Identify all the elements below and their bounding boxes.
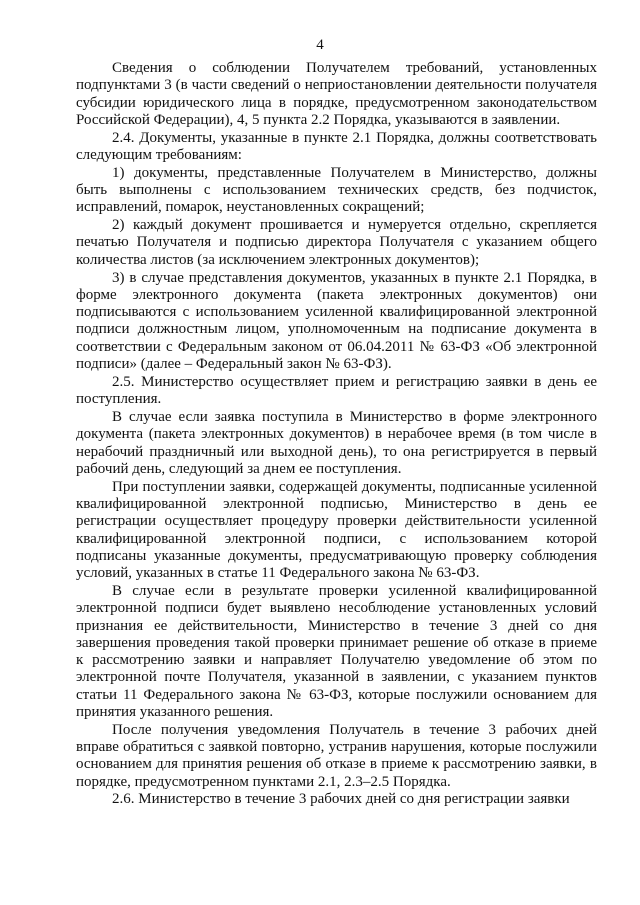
paragraph-2-4-heading: 2.4. Документы, указанные в пункте 2.1 Порядка, должны соответствовать следующим требованиям: bbox=[76, 129, 597, 163]
paragraph-requirement-2: 2) каждый документ прошивается и нумеруется отдельно, скрепляется печатью Получателя и подписью директора Получателя с указанием общего количества листов (за исключением электронных документов); bbox=[76, 217, 597, 268]
paragraph-requirement-3: 3) в случае представления документов, указанных в пункте 2.1 Порядка, в форме электронного документа (пакета электронных документов) они подписываются с использованием усиленной квалифицированной электронной подписи должностным лицом, уполномоченным на подписание документа в соответствии с Федеральным законом от 06.04.2011 № 63-ФЗ «Об электронной подписи» (далее – Федеральный закон № 63-ФЗ). bbox=[76, 269, 597, 373]
document-body bbox=[76, 60, 597, 809]
paragraph-2-6: 2.6. Министерство в течение 3 рабочих дней со дня регистрации заявки bbox=[112, 791, 570, 808]
paragraph-signature-check: При поступлении заявки, содержащей документы, подписанные усиленной квалифицированной электронной подписью, Министерство в день ее регистрации осуществляет процедуру проверки действительности усиленной квалифицированной электронной подписи, с использованием которой подписаны указанные документы, предусматривающую проверку соблюдения условий, указанных в статье 11 Федерального закона № 63-ФЗ. bbox=[76, 478, 597, 582]
paragraph-check-failure: В случае если в результате проверки усиленной квалифицированной электронной подписи будет выявлено несоблюдение установленных условий признания ее действительности, Министерство в течение 3 дней со дня завершения проведения такой проверки принимает решение об отказе в приеме к рассмотрению заявки и направляет Получателю уведомление об этом по электронной почте Получателя, указанной в заявлении, с указанием пунктов статьи 11 Федерального закона № 63-ФЗ, которые послужили основанием для принятия указанного решения. bbox=[76, 582, 597, 720]
paragraph-compliance-info: Сведения о соблюдении Получателем требований, установленных подпунктами 3 (в части сведений о неприостановлении деятельности получателя субсидии юридического лица в порядке, предусмотренном законодательством Российской Федерации), 4, 5 пункта 2.2 Порядка, указываются в заявлении. bbox=[76, 60, 597, 128]
paragraph-2-5: 2.5. Министерство осуществляет прием и регистрацию заявки в день ее поступления. bbox=[76, 373, 597, 408]
paragraph-resubmission: После получения уведомления Получатель в течение 3 рабочих дней вправе обратиться с заявкой повторно, устранив нарушения, которые послужили основанием для принятия решения об отказе в приеме к рассмотрению заявки, в порядке, предусмотренном пунктами 2.1, 2.3–2.5 Порядка. bbox=[76, 721, 597, 790]
paragraph-requirement-1: 1) документы, представленные Получателем в Министерство, должны быть выполнены с использованием технических средств, без подчисток, исправлений, помарок, неустановленных сокращений; bbox=[76, 164, 597, 216]
page-number: 4 bbox=[316, 37, 324, 53]
paragraph-electronic-receipt: В случае если заявка поступила в Министерство в форме электронного документа (пакета электронных документов) в нерабочее время (в том числе в нерабочий праздничный или выходной день), то она регистрируется в первый рабочий день, следующий за днем ее поступления. bbox=[76, 408, 597, 477]
